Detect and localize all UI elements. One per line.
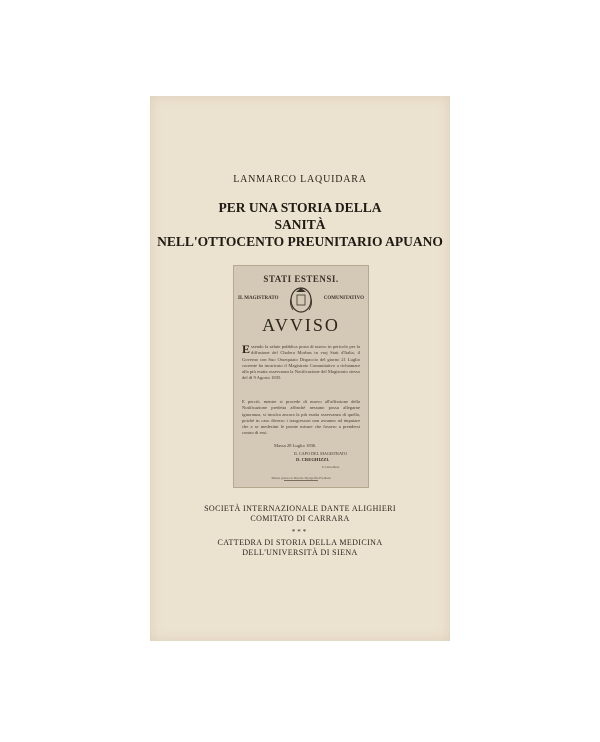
notice-paragraph-2: E perciò, mentre si procede di nuovo all'affissione della Notificazione predetta affinchè nessuno possa allegarne ignoranza, si inculca ancora la più esatta osservanza di quella, poichè in caso diverso i trasgressori non avranno ad imputare che a se medesimi le pronte misure che fossero a prendersi contro di essi.: [242, 399, 360, 436]
notice-title: AVVISO: [262, 315, 340, 335]
separator-stars: ***: [291, 528, 309, 536]
notice-paragraph-1-text: ssendo la salute pubblica posta di nuovo in pericolo per la diffusione del Cholera Morbus in varj Stati d'Italia, il Governo con Suo Ossequiato Dispaccio del giorno 21 Luglio corrente ha incaricato il Magistrato Comunitativo a richiamare alla più esatta osservanza la Notificazione del Magistrato stesso del dì 9 Agosto 1835.: [242, 344, 360, 381]
coat-of-arms-icon: [287, 284, 315, 314]
institution-dante: [150, 504, 450, 524]
institution-siena-line-1: CATTEDRA DI STORIA DELLA MEDICINA: [217, 538, 383, 547]
notice-dropcap: E: [242, 342, 251, 356]
notice-signature-name: D. CREGHIZZI.: [296, 457, 330, 462]
notice-magistrate-left: IL MAGISTRATO: [238, 296, 279, 301]
institution-dante-line-1: SOCIETÀ INTERNAZIONALE DANTE ALIGHIERI: [204, 504, 396, 513]
institution-dante-line-2: COMITATO DI CARRARA: [250, 514, 350, 523]
title-line-1: PER UNA STORIA DELLA: [218, 200, 382, 215]
title-line-2: SANITÀ: [274, 217, 326, 232]
author-name: LANMARCO LAQUIDARA: [233, 174, 367, 185]
institution-siena-line-2: DELL'UNIVERSITÀ DI SIENA: [242, 548, 358, 557]
notice-signature-small: Il Cancelliere: [322, 465, 340, 469]
book-title: [150, 199, 450, 250]
notice-paragraph-1: [242, 344, 360, 382]
notice-divider: [284, 480, 318, 481]
institution-siena: [150, 538, 450, 558]
historical-notice-image: [233, 265, 369, 488]
title-line-3: NELL'OTTOCENTO PREUNITARIO APUANO: [157, 234, 443, 249]
notice-header: STATI ESTENSI.: [263, 274, 339, 284]
book-cover: [150, 96, 450, 641]
notice-magistrate-right: COMUNITATIVO: [323, 296, 364, 301]
notice-date: Massa 28 Luglio 1836.: [274, 443, 317, 448]
notice-footer: Massa presso la Ducale Tipografia Frediani: [271, 476, 331, 480]
notice-signature-title: IL CAPO DEL MAGISTRATO: [294, 451, 348, 456]
